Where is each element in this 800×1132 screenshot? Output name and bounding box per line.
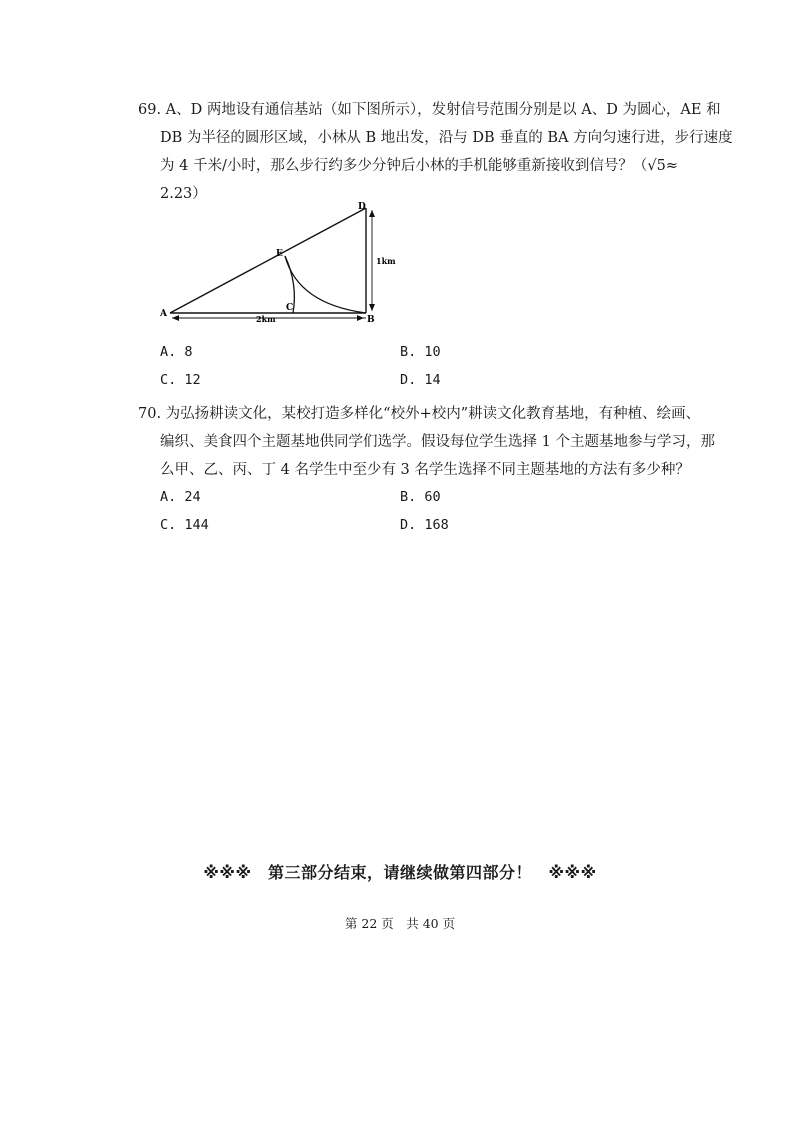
label-a: A — [160, 309, 167, 319]
segment-ad — [170, 208, 366, 313]
question-70-text-line-1: 70. 为弘扬耕读文化，某校打造多样化“校外+校内”耕读文化教育基地，有种植、绘画、 — [138, 406, 701, 422]
question-69-text-line-1: 69. A、D 两地设有通信基站（如下图所示），发射信号范围分别是以 A、D 为圆心，AE 和 — [138, 102, 721, 118]
dimension-arrow-top — [369, 210, 375, 217]
question-69-text-line-3: 为 4 千米/小时，那么步行约多少分钟后小林的手机能够重新接收到信号？（√5≈ — [160, 158, 678, 174]
dimension-arrow-right — [357, 315, 364, 321]
question-69-text-line-4: 2.23） — [160, 186, 207, 202]
label-b: B — [367, 315, 375, 325]
label-d: D — [358, 202, 366, 212]
question-69-text-line-2: DB 为半径的圆形区域，小林从 B 地出发，沿与 DB 垂直的 BA 方向匀速行进，步行速度 — [160, 130, 733, 146]
q69-option-a[interactable]: A. 8 — [160, 344, 193, 360]
dimension-arrow-left — [172, 315, 179, 321]
q69-option-b[interactable]: B. 10 — [400, 344, 441, 360]
question-70-text-line-2: 编织、美食四个主题基地供同学们选学。假设每位学生选择 1 个主题基地参与学习，那 — [160, 434, 715, 450]
question-70-text-line-3: 么甲、乙、丙、丁 4 名学生中至少有 3 名学生选择不同主题基地的方法有多少种？ — [160, 462, 690, 478]
section-end-note: ※※※ 第三部分结束，请继续做第四部分！ ※※※ — [203, 863, 597, 882]
label-e: E — [276, 249, 283, 259]
q69-geometry-figure — [158, 200, 396, 330]
q70-option-c[interactable]: C. 144 — [160, 517, 209, 533]
q70-option-b[interactable]: B. 60 — [400, 489, 441, 505]
label-c: C — [286, 303, 294, 313]
q70-option-a[interactable]: A. 24 — [160, 489, 201, 505]
q69-option-c[interactable]: C. 12 — [160, 372, 201, 388]
page-number: 第 22 页 共 40 页 — [344, 916, 456, 931]
dimension-label-ab: 2km — [256, 314, 276, 324]
dimension-arrow-bottom — [369, 304, 375, 311]
dimension-label-db: 1km — [376, 256, 396, 266]
q70-option-d[interactable]: D. 168 — [400, 517, 449, 533]
q69-option-d[interactable]: D. 14 — [400, 372, 441, 388]
arc-eb — [285, 256, 366, 313]
